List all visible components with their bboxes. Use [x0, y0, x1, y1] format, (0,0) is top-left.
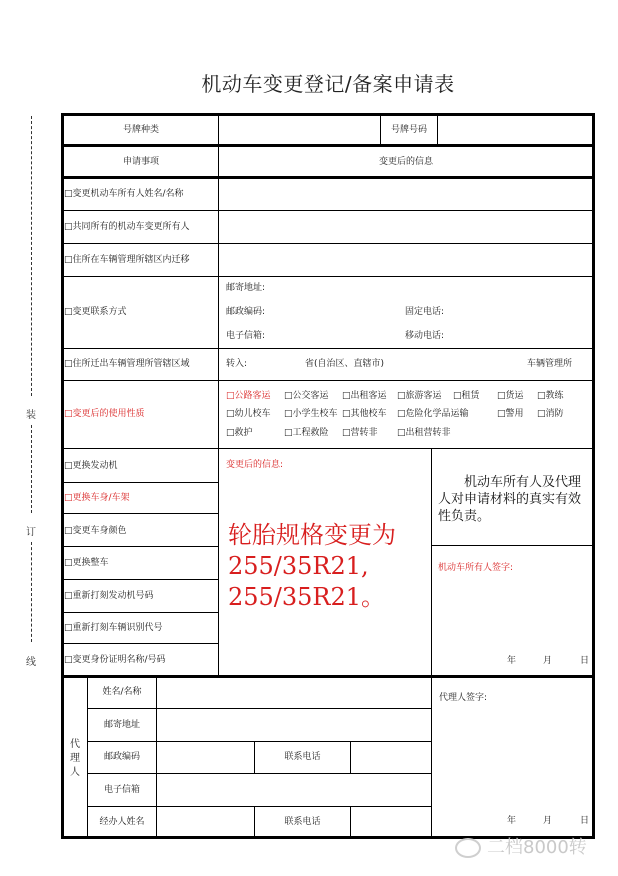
- agent-date-year: 年: [507, 816, 517, 826]
- row-line: [61, 546, 218, 547]
- agent-section-label: 代理人: [70, 739, 80, 778]
- col-line: [350, 806, 351, 838]
- row-line: [87, 741, 432, 742]
- declaration-text-content: 机动车所有人及代理人对申请材料的真实有效性负责。: [438, 475, 582, 524]
- binding-char-xian: 线: [26, 657, 36, 668]
- item-engine-number-checkbox[interactable]: □重新打刻发动机号码: [64, 591, 154, 601]
- declaration-text: [438, 474, 588, 525]
- owner-signature-field[interactable]: [433, 575, 591, 645]
- usage-option-bus[interactable]: □公交客运: [284, 391, 329, 401]
- item-contact-checkbox[interactable]: □变更联系方式: [64, 307, 127, 317]
- agent-phone-field[interactable]: [352, 743, 430, 772]
- handler-phone-field[interactable]: [352, 808, 430, 836]
- row-line: [61, 348, 595, 349]
- item-id-doc-checkbox[interactable]: □变更身份证明名称/号码: [64, 655, 166, 665]
- col-line: [431, 448, 432, 838]
- usage-option-kindergarten-bus[interactable]: □幼儿校车: [226, 409, 271, 419]
- agent-date-month: 月: [543, 816, 553, 826]
- item-usage-checkbox[interactable]: □变更后的使用性质: [64, 409, 145, 419]
- apply-item-label: 申请事项: [122, 157, 159, 167]
- usage-option-tourism[interactable]: □旅游客运: [397, 391, 442, 401]
- transfer-province-label: 省(自治区、直辖市): [305, 359, 385, 369]
- usage-option-non-commercial[interactable]: □营转非: [342, 428, 378, 438]
- owner-date-day: 日: [580, 656, 590, 666]
- row-line: [61, 144, 595, 147]
- wechat-icon: [455, 838, 481, 858]
- email-label: 电子信箱:: [226, 331, 266, 341]
- usage-option-freight[interactable]: □货运: [497, 391, 524, 401]
- item-vin-checkbox[interactable]: □重新打刻车辆识别代号: [64, 623, 163, 633]
- plate-number-label: 号牌号码: [390, 125, 427, 135]
- usage-option-school-bus[interactable]: □小学生校车: [284, 409, 338, 419]
- col-line: [156, 676, 157, 838]
- row-line: [87, 773, 432, 774]
- agent-email-field[interactable]: [158, 775, 430, 805]
- usage-option-police[interactable]: □警用: [497, 409, 524, 419]
- landline-label: 固定电话:: [405, 307, 445, 317]
- usage-option-highway-passenger[interactable]: □公路客运: [226, 391, 271, 401]
- usage-option-taxi-non-commercial[interactable]: □出租营转非: [397, 428, 451, 438]
- binding-dashed-line: [31, 425, 32, 513]
- handwritten-line: 255/35R21,: [228, 552, 369, 580]
- changed-info-header: 变更后的信息: [378, 157, 433, 167]
- agent-phone-label: 联系电话: [284, 752, 321, 762]
- handler-phone-label: 联系电话: [284, 817, 321, 827]
- row-line: [61, 448, 595, 449]
- agent-postal-label: 邮政编码: [103, 752, 140, 762]
- row-line: [431, 545, 593, 546]
- usage-option-rescue[interactable]: □工程救险: [284, 428, 329, 438]
- usage-option-other-school-bus[interactable]: □其他校车: [342, 409, 387, 419]
- agent-address-field[interactable]: [158, 710, 430, 740]
- watermark: [455, 833, 587, 859]
- usage-option-ambulance[interactable]: □救护: [226, 428, 253, 438]
- agent-date-day: 日: [580, 816, 590, 826]
- table-border-right: [592, 113, 595, 839]
- postal-code-label: 邮政编码:: [226, 307, 266, 317]
- row-line: [87, 708, 432, 709]
- handwritten-line: 轮胎规格变更为: [228, 521, 396, 549]
- row-line: [61, 612, 218, 613]
- mobile-label: 移动电话:: [405, 331, 445, 341]
- changed-info-handwritten[interactable]: [228, 520, 428, 613]
- usage-option-rental[interactable]: □租赁: [453, 391, 480, 401]
- plate-type-label: 号牌种类: [122, 125, 159, 135]
- handler-name-label: 经办人姓名: [99, 817, 145, 827]
- plate-number-field[interactable]: [439, 116, 591, 144]
- agent-postal-field[interactable]: [158, 743, 253, 772]
- col-line: [350, 741, 351, 773]
- owner-date-month: 月: [543, 656, 553, 666]
- item-move-out-checkbox[interactable]: □住所迁出车辆管理所管辖区域: [64, 359, 190, 369]
- item-whole-vehicle-checkbox[interactable]: □更换整车: [64, 558, 109, 568]
- owner-date-year: 年: [507, 656, 517, 666]
- agent-email-label: 电子信箱: [103, 785, 140, 795]
- agent-address-label: 邮寄地址: [103, 720, 140, 730]
- owner-sign-label: 机动车所有人签字:: [438, 563, 514, 573]
- item-engine-checkbox[interactable]: □更换发动机: [64, 461, 118, 471]
- usage-option-hazmat[interactable]: □危险化学品运输: [397, 409, 469, 419]
- agent-signature-field[interactable]: [433, 705, 591, 805]
- binding-char-ding: 订: [26, 527, 36, 538]
- item-move-within-checkbox[interactable]: □住所在车辆管理所辖区内迁移: [64, 255, 190, 265]
- row-line: [61, 643, 218, 644]
- row-line: [61, 579, 218, 580]
- row-line: [61, 210, 595, 211]
- agent-sign-label: 代理人签字:: [439, 693, 488, 703]
- mail-address-label: 邮寄地址:: [226, 283, 266, 293]
- item-body-checkbox[interactable]: □更换车身/车架: [64, 493, 130, 503]
- changed-info-label: 变更后的信息:: [226, 460, 284, 470]
- move-within-field[interactable]: [220, 245, 591, 275]
- usage-option-fire[interactable]: □消防: [537, 409, 564, 419]
- agent-name-label: 姓名/名称: [102, 687, 142, 697]
- owner-name-field[interactable]: [220, 180, 591, 209]
- plate-type-field[interactable]: [220, 116, 379, 144]
- watermark-text: 二档8000转: [487, 837, 587, 858]
- row-line: [61, 176, 595, 179]
- handler-name-field[interactable]: [158, 808, 253, 836]
- item-owner-name-checkbox[interactable]: □变更机动车所有人姓名/名称: [64, 189, 184, 199]
- col-line: [437, 113, 438, 145]
- transfer-into-label: 转入:: [226, 359, 248, 369]
- row-line: [61, 482, 218, 483]
- binding-char-zhuang: 装: [26, 410, 36, 421]
- row-line: [61, 380, 595, 381]
- binding-dashed-line: [31, 116, 32, 396]
- page-title: 机动车变更登记/备案申请表: [201, 72, 455, 96]
- row-line: [87, 806, 432, 807]
- usage-option-taxi[interactable]: □出租客运: [342, 391, 387, 401]
- binding-dashed-line: [31, 542, 32, 642]
- row-line: [61, 513, 218, 514]
- co-owner-field[interactable]: [220, 212, 591, 242]
- row-line: [61, 243, 595, 244]
- item-co-owner-checkbox[interactable]: □共同所有的机动车变更所有人: [64, 222, 190, 232]
- col-line: [218, 113, 219, 676]
- handwritten-line: 255/35R21。: [228, 583, 386, 611]
- usage-option-training[interactable]: □教练: [537, 391, 564, 401]
- row-line: [61, 276, 595, 277]
- agent-name-field[interactable]: [158, 678, 430, 707]
- transfer-dmv-label: 车辆管理所: [527, 359, 573, 369]
- item-color-checkbox[interactable]: □变更车身颜色: [64, 526, 127, 536]
